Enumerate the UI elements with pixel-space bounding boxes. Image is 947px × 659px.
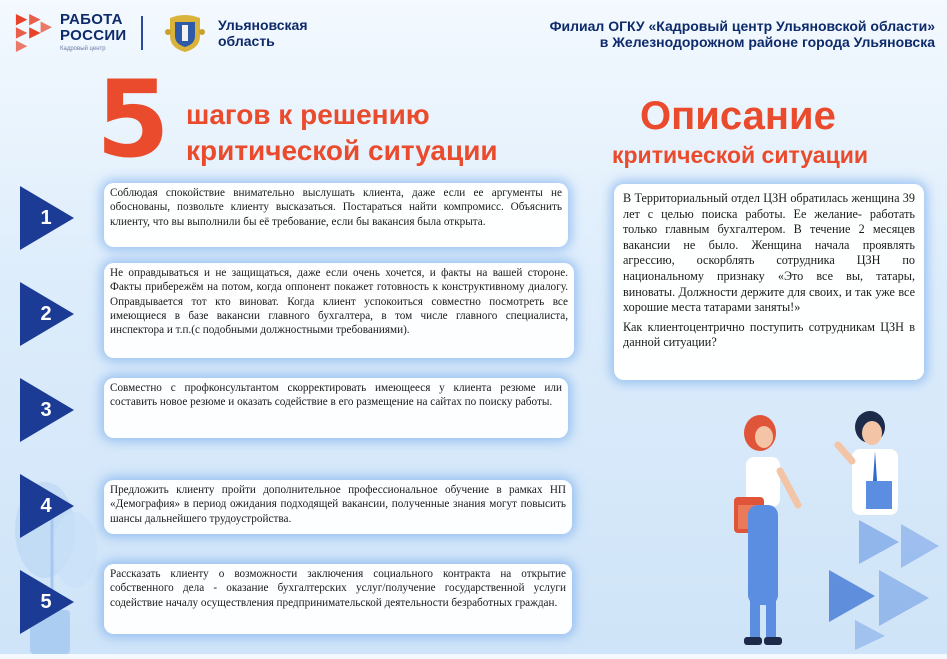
step-5-arrow-icon: [20, 570, 74, 634]
description-paragraph: В Территориальный отдел ЦЗН обратилась женщина 39 лет с целью поиска работы. Ее желание- работать только главным бухгалтером. В течение 2 месяцев вакансии не было. Женщина начала проявлять агрессию, оскорблять сотрудника ЦЗН по национальному признаку «Это все вы, татары, виноваты. Должности держите для своих, и так уже все хорошие места татарами заняты!»: [623, 191, 915, 315]
description-question: Как клиентоцентрично поступить сотрудникам ЦЗН в данной ситуации?: [623, 319, 915, 350]
step-3-text: Совместно с профконсультантом скорректировать имеющееся у клиента резюме или составить новое резюме и оказать содействие в его размещение на сайтах по поиску работы.: [104, 378, 568, 438]
step-4-number: 4: [40, 494, 52, 517]
step-2-number: 2: [40, 302, 52, 325]
step-5-text: Рассказать клиенту о возможности заключения социального контракта на открытие собственного дела - оказание бухгалтерских услуг/получение государственной услуги содействие началу осуществления предпринимательской деятельности безработных граждан.: [104, 564, 572, 634]
step-5-number: 5: [40, 590, 52, 613]
branch-title: [475, 18, 935, 50]
step-1-arrow-icon: [20, 186, 74, 250]
rabota-rossii-logo-icon: [14, 12, 52, 52]
step-4-text: Предложить клиенту пройти дополнительное профессиональное обучение в рамках НП «Демография» в период ожидания подходящей вакансии, полученные знания могут повысить шансы дальнейшего трудоустройства.: [104, 480, 572, 534]
step-2-text: Не оправдываться и не защищаться, даже если очень хочется, и факты на вашей стороне. Факты прибережём на потом, когда оппонент покажет готовность к конструктивному диалогу. Оправдывается тот кто виноват. Когда клиент успокоиться совместно посмотреть все имеющиеся в базе вакансии главного бухгалтера, в том числе главного специалиста, инспектора и т.п.(с подобными должностными требованиями).: [104, 263, 574, 358]
logo-subtitle: Кадровый центр: [60, 46, 106, 52]
step-4-arrow-icon: [20, 474, 74, 538]
branch-line-1: Филиал ОГКУ «Кадровый центр Ульяновской области»: [549, 18, 935, 34]
region-name: Ульяновская область: [218, 17, 308, 49]
people-illustration-icon: [720, 405, 930, 654]
step-2-arrow-icon: [20, 282, 74, 346]
branch-line-2: в Железнодорожном районе города Ульяновска: [599, 34, 935, 50]
steps-title-line-1: шагов к решению: [186, 99, 430, 130]
description-box: [614, 184, 924, 380]
steps-title-line-2: критической ситуации: [186, 135, 498, 166]
header-divider: [141, 16, 143, 50]
coat-of-arms-icon: [164, 10, 206, 54]
logo-text: РАБОТА РОССИИ: [60, 11, 127, 44]
step-1-number: 1: [40, 206, 52, 229]
big-number-five: 5: [96, 58, 168, 181]
description-title-line-2: критической ситуации: [612, 142, 868, 168]
step-3-number: 3: [40, 398, 52, 421]
step-3-arrow-icon: [20, 378, 74, 442]
step-1-text: Соблюдая спокойствие внимательно выслушать клиента, даже если ее аргументы не обоснованы, позвольте клиенту высказаться. Постараться найти компромисс. Объяснить клиенту, что вы выполнили бы её требование, если бы вакансия была открыта.: [104, 183, 568, 247]
description-title-line-1: Описание: [640, 94, 836, 138]
